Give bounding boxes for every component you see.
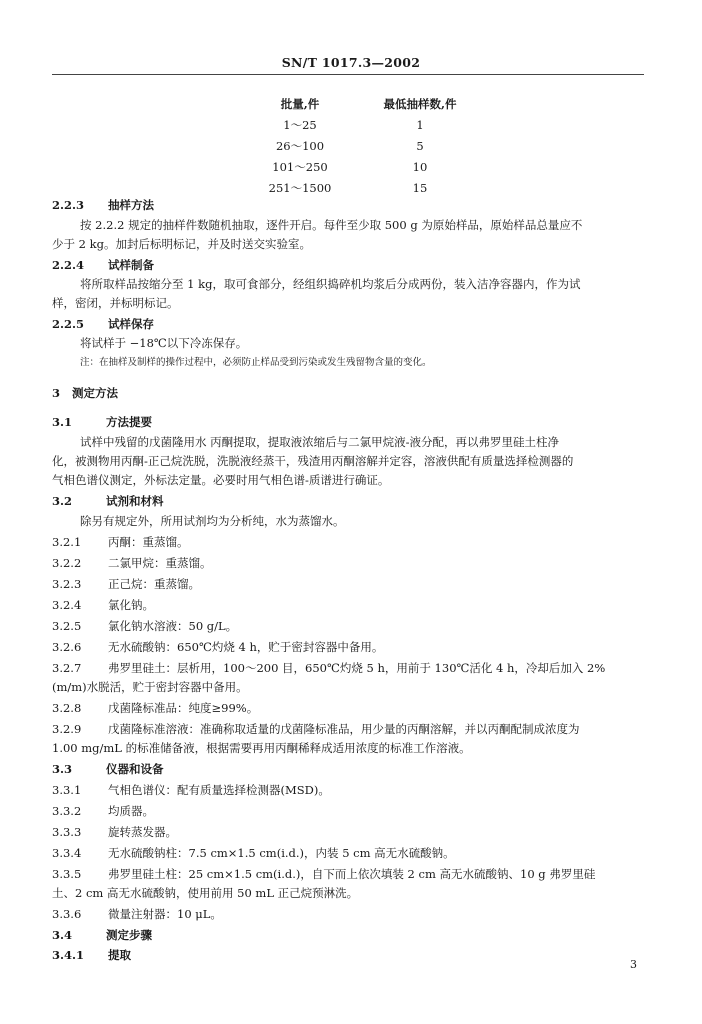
paragraph-line: 气相色谱仪测定，外标法定量。必要时用气相色谱-质谱进行确证。 [52,473,390,487]
list-item: 3.3.3 旋转蒸发器。 [52,825,177,839]
list-item: 3.2.8 戊菌隆标准品：纯度≥99%。 [52,701,259,715]
paragraph-line: (m/m)水脱活，贮于密封容器中备用。 [52,680,248,694]
table-cell: 1 [416,118,424,132]
paragraph-line: 土、2 cm 高无水硫酸钠，使用前用 50 mL 正己烷预淋洗。 [52,886,359,900]
list-item: 3.2.1 丙酮：重蒸馏。 [52,535,189,549]
list-item: 3.3.5 弗罗里硅土柱：25 cm×1.5 cm(i.d.)，自下而上依次填装 2 cm 高无水硫酸钠、10 g 弗罗里硅 [52,867,596,881]
page-number: 3 [630,958,637,971]
section-heading: 3.1 方法提要 [52,415,152,429]
standard-code: SN/T 1017.3—2002 [281,55,421,70]
chapter-heading: 3 测定方法 [52,386,118,400]
section-heading: 2.2.5 试样保存 [52,317,154,331]
table-header-cell: 最低抽样数,件 [383,97,457,111]
list-item: 3.2.7 弗罗里硅土：层析用，100～200 目，650℃灼烧 5 h，用前于 130℃活化 4 h，冷却后加入 2% [52,661,606,675]
section-heading: 3.3 仪器和设备 [52,762,164,776]
table-cell: 5 [416,139,424,153]
paragraph-line: 除另有规定外，所用试剂均为分析纯，水为蒸馏水。 [80,514,345,528]
table-row [240,157,480,178]
table-cell: 251～1500 [268,181,332,195]
table-header-row [240,94,480,115]
list-item: 3.2.5 氯化钠水溶液：50 g/L。 [52,619,238,633]
list-item: 3.3.4 无水硫酸钠柱：7.5 cm×1.5 cm(i.d.)，内装 5 cm 高无水硫酸钠。 [52,846,455,860]
list-item: 3.3.1 气相色谱仪：配有质量选择检测器(MSD)。 [52,783,330,797]
note-text: 注：在抽样及制样的操作过程中，必须防止样品受到污染或发生残留物含量的变化。 [80,357,432,368]
paragraph-line: 试样中残留的戊菌隆用水 丙酮提取，提取液浓缩后与二氯甲烷液-液分配，再以弗罗里硅土柱净 [80,435,560,449]
list-item: 3.2.2 二氯甲烷：重蒸馏。 [52,556,212,570]
paragraph-line: 按 2.2.2 规定的抽样件数随机抽取，逐件开启。每件至少取 500 g 为原始样品，原始样品总量应不 [80,218,583,232]
table-row [240,136,480,157]
paragraph-line: 样，密闭，并标明标记。 [52,296,179,310]
table-row [240,115,480,136]
table-header-cell: 批量,件 [280,97,320,111]
table-cell: 1～25 [283,118,317,132]
table-cell: 10 [412,160,428,174]
list-item: 3.2.9 戊菌隆标准溶液：准确称取适量的戊菌隆标准品，用少量的丙酮溶解，并以丙酮配制成浓度为 [52,722,580,736]
section-heading: 3.2 试剂和材料 [52,494,164,508]
paragraph-line: 将所取样品按缩分至 1 kg，取可食部分，经组织捣碎机均浆后分成两份，装入洁净容器内，作为试 [80,277,581,291]
section-heading: 3.4.1 提取 [52,948,131,962]
list-item: 3.3.6 微量注射器：10 μL。 [52,907,222,921]
list-item: 3.3.2 均质器。 [52,804,154,818]
paragraph-line: 化，被测物用丙酮-正己烷洗脱，洗脱液经蒸干，残渣用丙酮溶解并定容，溶液供配有质量选择检测器的 [52,454,574,468]
section-heading: 2.2.3 抽样方法 [52,198,154,212]
header-rule [52,74,644,75]
section-heading: 2.2.4 试样制备 [52,258,154,272]
list-item: 3.2.3 正己烷：重蒸馏。 [52,577,200,591]
table-cell: 15 [412,181,428,195]
section-heading: 3.4 测定步骤 [52,928,152,942]
paragraph-line: 将试样于 −18℃以下冷冻保存。 [80,336,248,350]
table-cell: 101～250 [272,160,328,174]
paragraph-line: 1.00 mg/mL 的标准储备液，根据需要再用丙酮稀释成适用浓度的标准工作溶液。 [52,741,471,755]
sampling-table [240,94,480,199]
table-cell: 26～100 [275,139,325,153]
paragraph-line: 少于 2 kg。加封后标明标记，并及时送交实验室。 [52,237,311,251]
list-item: 3.2.4 氯化钠。 [52,598,154,612]
list-item: 3.2.6 无水硫酸钠：650℃灼烧 4 h，贮于密封容器中备用。 [52,640,384,654]
